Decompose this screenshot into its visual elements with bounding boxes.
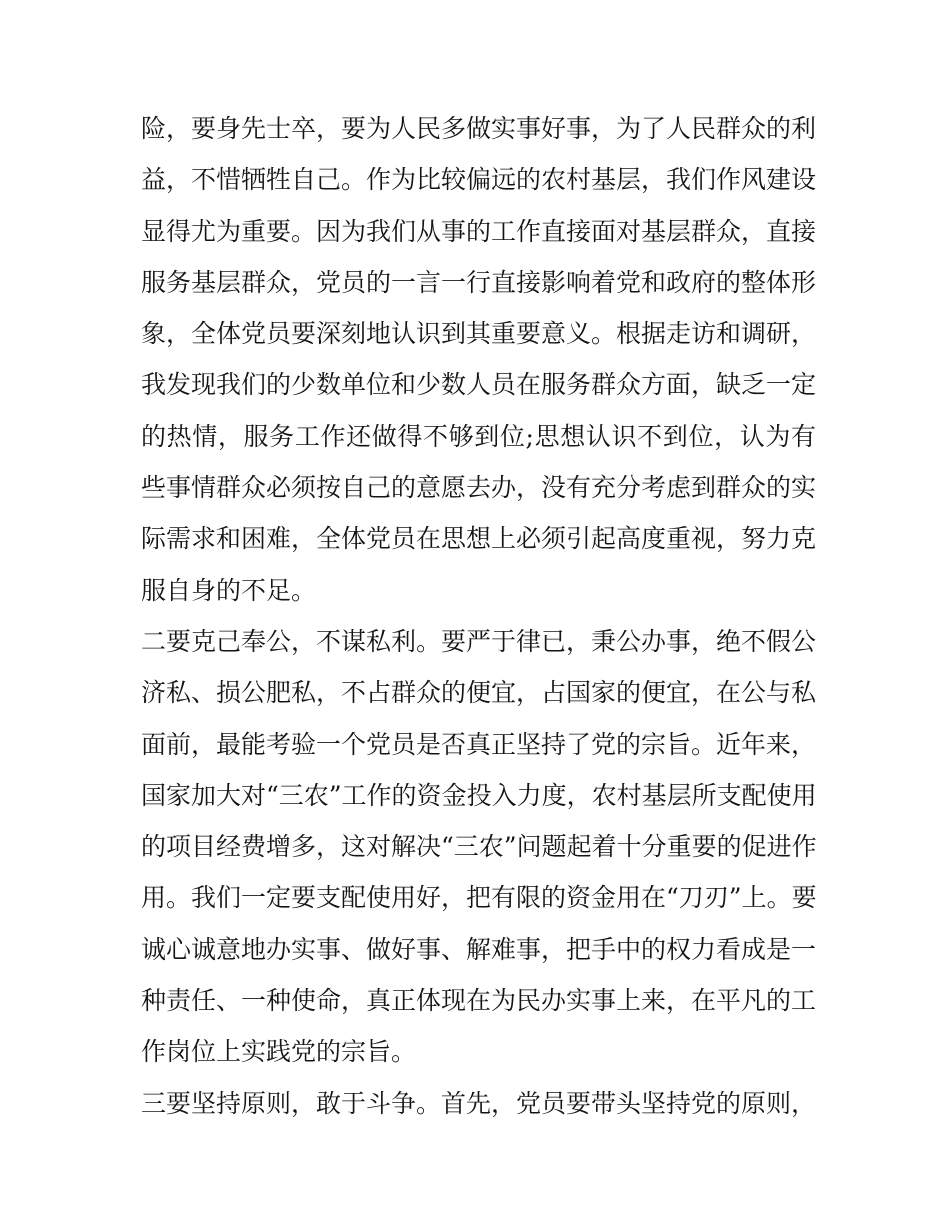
- text-line: 济私、损公肥私，不占群众的便宜，占国家的便宜，在公与私: [141, 678, 817, 708]
- text-line: 些事情群众必须按自己的意愿去办，没有充分考虑到群众的实: [141, 473, 817, 503]
- text-line: 面前，最能考验一个党员是否真正坚持了党的宗旨。近年来，: [141, 729, 817, 759]
- text-line: 险，要身先士卒，要为人民多做实事好事，为了人民群众的利: [141, 114, 817, 143]
- text-line: 的项目经费增多，这对解决“三农”问题起着十分重要的促进作: [141, 832, 817, 862]
- text-line: 际需求和困难，全体党员在思想上必须引起高度重视，努力克: [141, 524, 817, 554]
- text-line: 服务基层群众，党员的一言一行直接影响着党和政府的整体形: [141, 267, 817, 297]
- text-line: 显得尤为重要。因为我们从事的工作直接面对基层群众，直接: [141, 216, 817, 246]
- text-line: 的热情，服务工作还做得不够到位;思想认识不到位，认为有: [141, 421, 816, 451]
- text-line: 象，全体党员要深刻地认识到其重要意义。根据走访和调研，: [141, 319, 817, 349]
- text-line: 用。我们一定要支配使用好，把有限的资金用在“刀刃”上。要: [141, 883, 817, 913]
- text-line: 服自身的不足。: [141, 575, 317, 605]
- text-line: 诚心诚意地办实事、做好事、解难事，把手中的权力看成是一: [141, 934, 817, 964]
- body-text: [141, 103, 816, 1129]
- text-line: 国家加大对“三农”工作的资金投入力度，农村基层所支配使用: [141, 780, 817, 810]
- text-line: 作岗位上实践党的宗旨。: [141, 1037, 417, 1067]
- text-line: 二要克己奉公，不谋私利。要严于律已，秉公办事，绝不假公: [141, 626, 817, 656]
- text-line: 益，不惜牺牲自己。作为比较偏远的农村基层，我们作风建设: [141, 165, 817, 195]
- text-line: 我发现我们的少数单位和少数人员在服务群众方面，缺乏一定: [141, 370, 817, 400]
- text-line: 三要坚持原则，敢于斗争。首先，党员要带头坚持党的原则，: [141, 1088, 817, 1118]
- text-line: 种责任、一种使命，真正体现在为民办实事上来，在平凡的工: [141, 986, 817, 1016]
